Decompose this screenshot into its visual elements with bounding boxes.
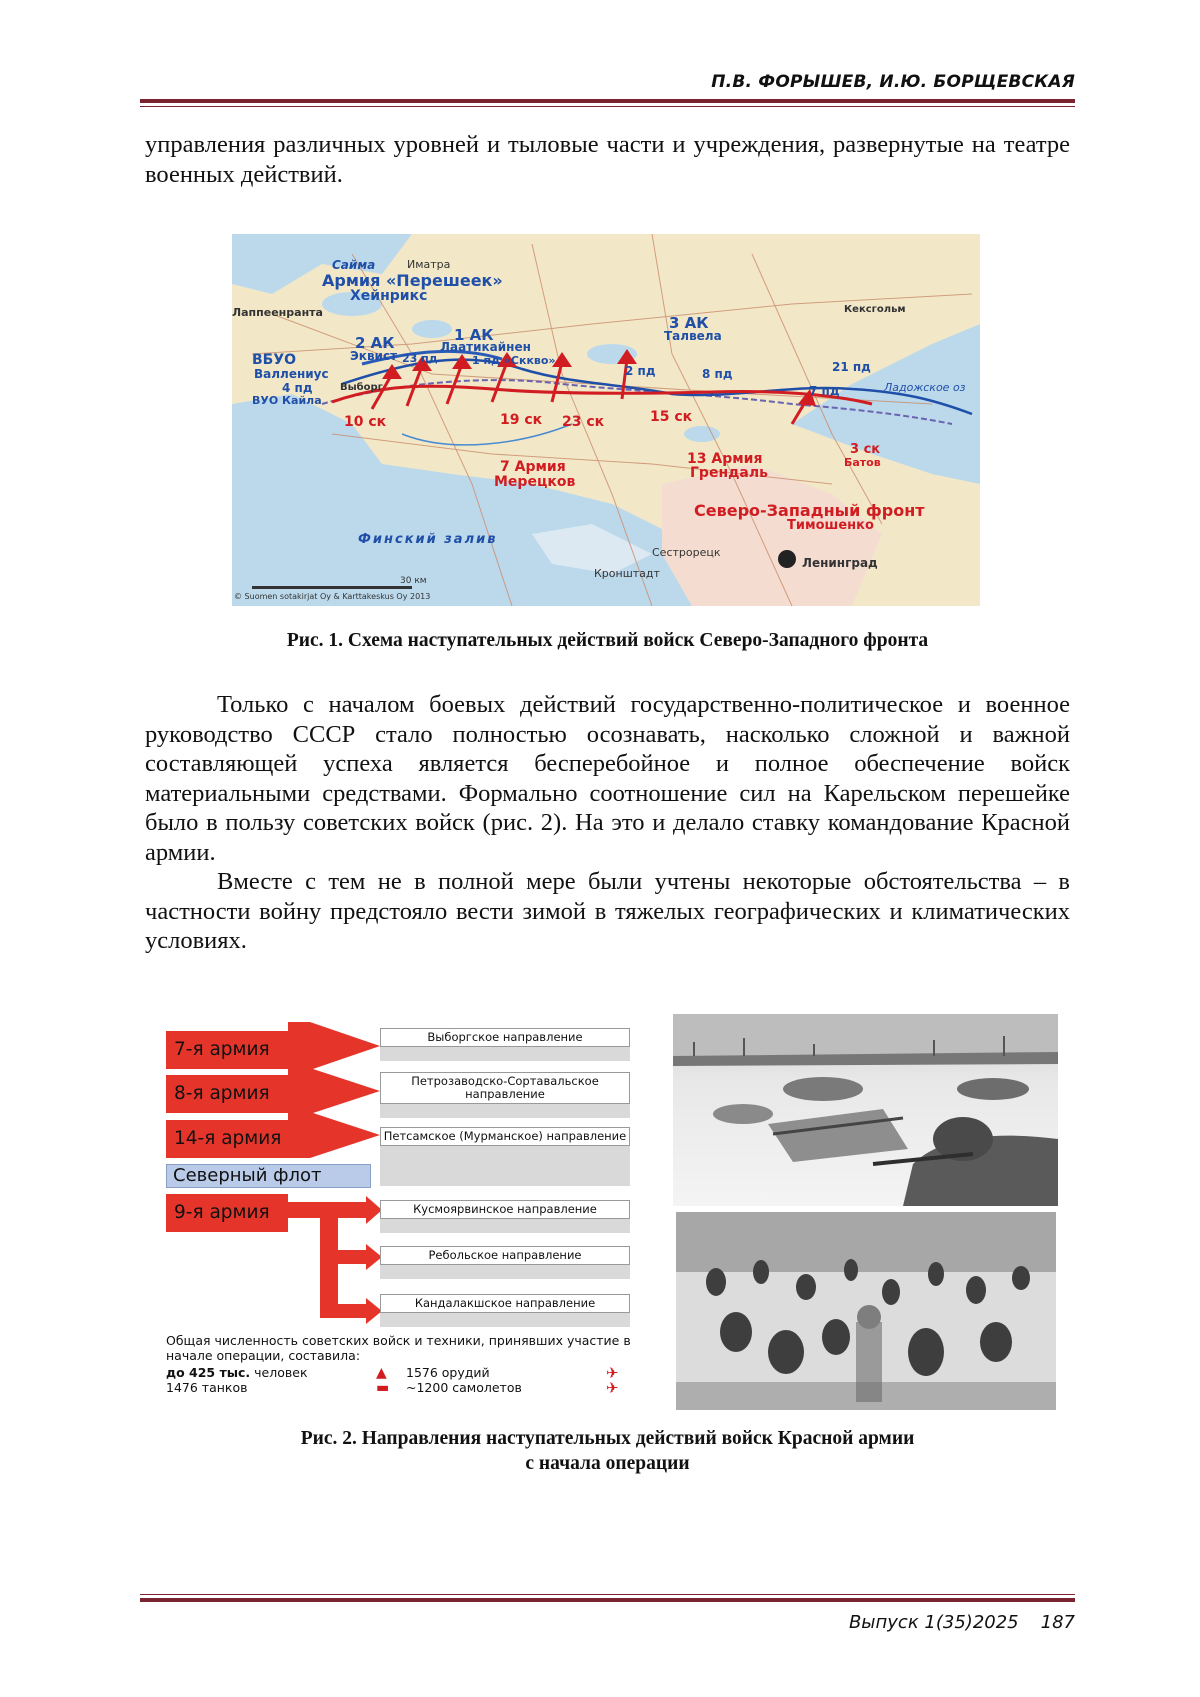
map-label-scale: 30 км [400, 576, 427, 586]
map-label-timoshenko: Тимошенко [787, 518, 874, 533]
header-rule-thick [140, 99, 1075, 103]
map-label-leningrad: Ленинград [802, 556, 878, 570]
photo-2-drawing [676, 1212, 1056, 1410]
map-label-23sk: 23 ск [562, 414, 605, 430]
direction-petsamo [380, 1127, 630, 1186]
totals-men [166, 1366, 376, 1381]
map-label-13-army: 13 Армия [687, 451, 763, 467]
footer-rule-thin [140, 1594, 1075, 1595]
totals-values [166, 1366, 646, 1396]
direction-label: Кусмоярвинское направление [380, 1200, 630, 1219]
map-label-7pd: 7 пд [809, 384, 840, 398]
paragraph-1: Только с началом боевых действий государственно-политическое и военное руководство СССР стало полностью осознавать, насколько сложной и важной составляющей успеха является бесперебойное и полное обеспечение войск материальными средствами. Формально соотношение сил на Карельском перешейке было в пользу советских войск (рис. 2). На это и делало ставку командование Красной армии. [145, 691, 1070, 866]
running-header-authors: П.В. ФОРЫШЕВ, И.Ю. БОРЩЕВСКАЯ [711, 72, 1075, 92]
map-label-4pd: 4 пд [282, 381, 313, 395]
totals-col-left [166, 1366, 376, 1396]
map-label-laatikainen: Лаатикайнен [440, 340, 531, 354]
photo-soldiers-in-snow [676, 1212, 1056, 1410]
header-rule-thin [140, 106, 1075, 107]
totals-men-unit: человек [254, 1365, 308, 1380]
direction-strip [380, 1313, 630, 1327]
map-label-saima: Сайма [332, 258, 376, 272]
map-label-sestroretsk: Сестрорецк [652, 546, 721, 559]
map-label-2ak: 2 АК [355, 334, 395, 352]
map-copyright: © Suomen sotakirjat Oy & Karttakeskus Oy 2013 [234, 592, 431, 601]
map-label-1ak: 1 АК [454, 326, 494, 344]
map-label-vallenius: Валлениус [254, 367, 329, 381]
map-label-10sk: 10 ск [344, 414, 387, 430]
map-label-3ak: 3 АК [669, 314, 709, 332]
issue-number: Выпуск 1(35)2025 [848, 1612, 1019, 1633]
map-label-vuo: ВУО Кайла [252, 394, 322, 407]
figure-2-caption-line-2: с начала операции [525, 1453, 690, 1474]
map-label-3sk: 3 ск [850, 442, 881, 457]
army-box-14: 14-я армия [166, 1120, 288, 1158]
map-label-19sk: 19 ск [500, 412, 543, 428]
main-text [145, 690, 1070, 956]
totals-guns: 1576 орудий [406, 1365, 490, 1380]
northern-fleet-box: Северный флот [166, 1164, 371, 1188]
map-label-ladoga: Ладожское оз [884, 381, 966, 394]
totals-men-number: до 425 тыс. [166, 1365, 251, 1380]
page-number: 187 [1040, 1612, 1075, 1633]
direction-kuusamo [380, 1200, 630, 1233]
paragraph-continuation [145, 130, 1070, 189]
direction-label: Петсамское (Мурманское) направление [380, 1127, 630, 1146]
figure-2-directions-scheme [160, 1022, 645, 1407]
plane-icon: ✈ ✈ [606, 1364, 619, 1397]
figure-2-caption [145, 1426, 1070, 1476]
footer-rule-thick [140, 1598, 1075, 1602]
figure-1-caption: Рис. 1. Схема наступательных действий войск Северо-Западного фронта [286, 630, 929, 651]
direction-label: Петрозаводско-Сортавальское направление [380, 1072, 630, 1104]
army-box-8: 8-я армия [166, 1075, 288, 1113]
paragraph-text: управления различных уровней и тыловые части и учреждения, развернутые на театре военных действий. [145, 131, 1070, 188]
map-label-23pd: 23 пд [402, 352, 438, 365]
map-label-7-army: 7 Армия [500, 459, 566, 475]
map-label-batov: Батов [844, 456, 881, 469]
map-label-kexholm: Кексгольм [844, 304, 906, 315]
map-label-ekvist: Эквист [350, 349, 398, 363]
map-label-lappeenranta: Лаппеенранта [232, 306, 323, 319]
direction-kandalaksha [380, 1294, 630, 1327]
direction-petrozavodsk [380, 1072, 630, 1118]
map-label-gulf: Финский залив [358, 532, 498, 547]
map-label-talvela: Талвела [664, 329, 722, 343]
paragraph-2: Вместе с тем не в полной мере были учтены некоторые обстоятельства – в частности войну предстояло вести зимой в тяжелых географических и климатических условиях. [145, 868, 1070, 954]
map-label-2pd: 2 пд [625, 364, 656, 378]
map-label-imatra: Иматра [407, 258, 451, 271]
direction-strip [380, 1104, 630, 1118]
figure-1-map [232, 234, 980, 606]
direction-label: Выборгское направление [380, 1028, 630, 1047]
map-label-8pd: 8 пд [702, 367, 733, 381]
direction-vyborg [380, 1028, 630, 1061]
map-label-15sk: 15 ск [650, 409, 693, 425]
direction-label: Кандалакшское направление [380, 1294, 630, 1313]
direction-strip [380, 1219, 630, 1233]
direction-label: Ребольское направление [380, 1246, 630, 1265]
totals-planes: ~1200 самолетов [406, 1379, 522, 1395]
map-label-vyborg: Выборг [340, 382, 383, 393]
totals-tanks: 1476 танков [166, 1379, 248, 1395]
photo-1-drawing [673, 1014, 1058, 1206]
map-label-heinrichs: Хейнрикс [350, 288, 428, 304]
map-label-kronstadt: Кронштадт [594, 567, 660, 580]
army-box-9: 9-я армия [166, 1194, 288, 1232]
map-label-meretskov: Мерецков [494, 474, 576, 490]
direction-strip [380, 1265, 630, 1279]
map-label-grendal: Грендаль [690, 465, 768, 481]
totals-col-right [406, 1366, 606, 1396]
army-box-7: 7-я армия [166, 1031, 288, 1069]
footer [140, 1612, 1075, 1633]
photo-soldiers-with-sled [673, 1014, 1058, 1206]
figure-2-caption-line-1: Рис. 2. Направления наступательных действий войск Красной армии [300, 1428, 915, 1449]
direction-strip [380, 1146, 630, 1186]
totals-intro: Общая численность советских войск и техники, принявших участие в начале операции, составила: [166, 1333, 631, 1363]
direction-strip [380, 1047, 630, 1061]
forces-totals [166, 1334, 646, 1396]
direction-reboly [380, 1246, 630, 1279]
map-label-army-istmus: Армия «Перешеек» [322, 271, 503, 290]
tank-icon: ▲ ▬ [376, 1365, 390, 1396]
map-label-nw-front: Северо-Западный фронт [694, 501, 925, 520]
map-label-21pd: 21 пд [832, 360, 871, 374]
map-label-1pd: 1 пд «Сккво» [472, 354, 556, 367]
map-label-vbuo: ВБУО [252, 352, 297, 368]
